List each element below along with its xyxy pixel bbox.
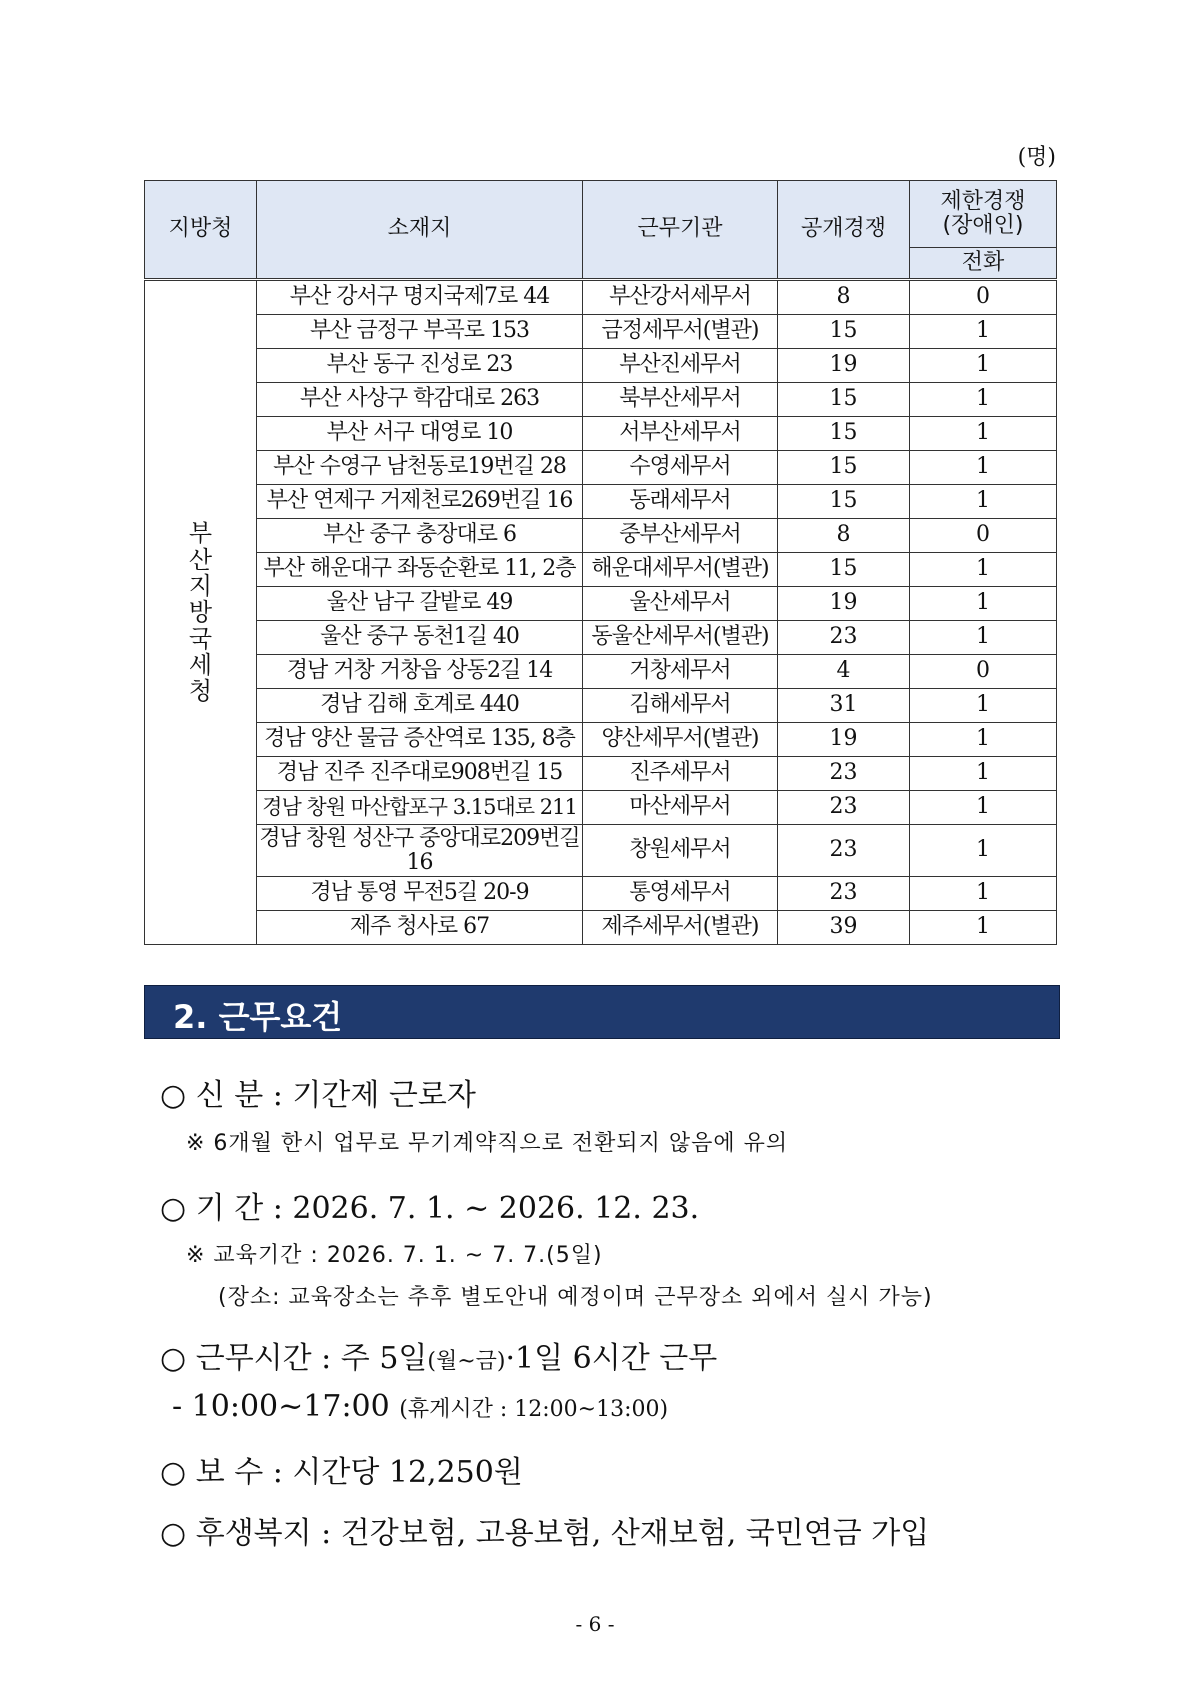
cell-location: 부산 금정구 부곡로 153 bbox=[257, 315, 583, 349]
cell-office: 진주세무서 bbox=[583, 757, 778, 791]
cell-location: 부산 사상구 학감대로 263 bbox=[257, 383, 583, 417]
cell-open: 31 bbox=[778, 689, 910, 723]
hours-line bbox=[160, 1333, 717, 1377]
cell-open: 15 bbox=[778, 383, 910, 417]
region-char: 방 bbox=[188, 598, 213, 627]
cell-location: 제주 청사로 67 bbox=[257, 911, 583, 945]
cell-location: 경남 거창 거창읍 상동2길 14 bbox=[257, 655, 583, 689]
table-row bbox=[145, 485, 1057, 519]
cell-location: 경남 창원 마산합포구 3.15대로 211 bbox=[257, 791, 583, 825]
cell-location: 경남 진주 진주대로908번길 15 bbox=[257, 757, 583, 791]
header-restricted: 제한경쟁 (장애인) bbox=[910, 181, 1057, 248]
cell-office: 수영세무서 bbox=[583, 451, 778, 485]
cell-open: 15 bbox=[778, 553, 910, 587]
cell-restricted: 1 bbox=[910, 315, 1057, 349]
cell-restricted: 1 bbox=[910, 825, 1057, 877]
cell-open: 4 bbox=[778, 655, 910, 689]
cell-restricted: 1 bbox=[910, 689, 1057, 723]
page-number: - 6 - bbox=[575, 1612, 615, 1636]
cell-location: 부산 중구 충장대로 6 bbox=[257, 519, 583, 553]
cell-location: 부산 동구 진성로 23 bbox=[257, 349, 583, 383]
cell-office: 울산세무서 bbox=[583, 587, 778, 621]
cell-restricted: 1 bbox=[910, 723, 1057, 757]
cell-location: 울산 남구 갈밭로 49 bbox=[257, 587, 583, 621]
cell-office: 동울산세무서(별관) bbox=[583, 621, 778, 655]
period-line: ○ 기 간 : 2026. 7. 1. ~ 2026. 12. 23. bbox=[160, 1191, 700, 1226]
table-row bbox=[145, 349, 1057, 383]
cell-open: 19 bbox=[778, 349, 910, 383]
cell-open: 15 bbox=[778, 417, 910, 451]
cell-restricted: 1 bbox=[910, 621, 1057, 655]
table-row bbox=[145, 757, 1057, 791]
cell-office: 동래세무서 bbox=[583, 485, 778, 519]
header-location: 소재지 bbox=[257, 181, 583, 280]
table-row bbox=[145, 689, 1057, 723]
cell-location: 경남 양산 물금 증산역로 135, 8층 bbox=[257, 723, 583, 757]
cell-location: 경남 김해 호계로 440 bbox=[257, 689, 583, 723]
cell-office: 거창세무서 bbox=[583, 655, 778, 689]
cell-open: 19 bbox=[778, 587, 910, 621]
region-char: 부 bbox=[188, 519, 213, 548]
cell-restricted: 1 bbox=[910, 553, 1057, 587]
cell-restricted: 1 bbox=[910, 485, 1057, 519]
table-row bbox=[145, 911, 1057, 945]
section-header bbox=[144, 985, 1060, 1039]
office-table bbox=[144, 180, 1057, 945]
table-row bbox=[145, 417, 1057, 451]
hours-detail-break: (휴게시간 : 12:00~13:00) bbox=[399, 1397, 669, 1422]
cell-open: 23 bbox=[778, 757, 910, 791]
status-note: ※ 6개월 한시 업무로 무기계약직으로 전환되지 않음에 유의 bbox=[186, 1131, 789, 1156]
cell-location: 부산 해운대구 좌동순환로 11, 2층 bbox=[257, 553, 583, 587]
region-char: 국 bbox=[188, 624, 213, 653]
welfare-line: ○ 후생복지 : 건강보험, 고용보험, 산재보험, 국민연금 가입 bbox=[160, 1516, 930, 1551]
cell-office: 통영세무서 bbox=[583, 877, 778, 911]
table-row bbox=[145, 383, 1057, 417]
cell-open: 23 bbox=[778, 825, 910, 877]
cell-office: 금정세무서(별관) bbox=[583, 315, 778, 349]
region-char: 산 bbox=[188, 545, 213, 574]
cell-location: 부산 연제구 거제천로269번길 16 bbox=[257, 485, 583, 519]
section-title: 2. 근무요건 bbox=[173, 998, 343, 1036]
cell-open: 23 bbox=[778, 621, 910, 655]
cell-restricted: 0 bbox=[910, 655, 1057, 689]
cell-restricted: 1 bbox=[910, 911, 1057, 945]
cell-restricted: 0 bbox=[910, 519, 1057, 553]
table-row bbox=[145, 723, 1057, 757]
table-row bbox=[145, 553, 1057, 587]
table-row bbox=[145, 315, 1057, 349]
cell-restricted: 1 bbox=[910, 417, 1057, 451]
region-char: 지 bbox=[188, 571, 213, 600]
header-open: 공개경쟁 bbox=[778, 181, 910, 280]
header-office: 근무기관 bbox=[583, 181, 778, 280]
hours-main: ○ 근무시간 : 주 5일 bbox=[160, 1341, 428, 1376]
cell-restricted: 1 bbox=[910, 383, 1057, 417]
cell-open: 15 bbox=[778, 315, 910, 349]
region-cell bbox=[145, 280, 257, 945]
training-place: (장소: 교육장소는 추후 별도안내 예정이며 근무장소 외에서 실시 가능) bbox=[218, 1285, 933, 1310]
cell-office: 양산세무서(별관) bbox=[583, 723, 778, 757]
pay-line: ○ 보 수 : 시간당 12,250원 bbox=[160, 1455, 523, 1490]
cell-open: 8 bbox=[778, 280, 910, 315]
region-char: 세 bbox=[188, 651, 213, 680]
cell-office: 해운대세무서(별관) bbox=[583, 553, 778, 587]
table-row bbox=[145, 655, 1057, 689]
cell-restricted: 1 bbox=[910, 349, 1057, 383]
cell-office: 제주세무서(별관) bbox=[583, 911, 778, 945]
cell-office: 북부산세무서 bbox=[583, 383, 778, 417]
region-char: 청 bbox=[188, 677, 213, 706]
table-row bbox=[145, 791, 1057, 825]
cell-location: 부산 서구 대영로 10 bbox=[257, 417, 583, 451]
table-row bbox=[145, 825, 1057, 877]
cell-office: 부산진세무서 bbox=[583, 349, 778, 383]
hours-tail: ·1일 6시간 근무 bbox=[505, 1341, 718, 1376]
cell-open: 23 bbox=[778, 791, 910, 825]
cell-office: 중부산세무서 bbox=[583, 519, 778, 553]
cell-open: 15 bbox=[778, 485, 910, 519]
cell-office: 마산세무서 bbox=[583, 791, 778, 825]
header-region: 지방청 bbox=[145, 181, 257, 280]
training-note: ※ 교육기간 : 2026. 7. 1. ~ 7. 7.(5일) bbox=[186, 1243, 603, 1268]
cell-open: 8 bbox=[778, 519, 910, 553]
hours-detail bbox=[172, 1389, 668, 1424]
table-row bbox=[145, 877, 1057, 911]
table-row bbox=[145, 451, 1057, 485]
header-restricted-sub: 전화 bbox=[910, 248, 1057, 280]
cell-open: 23 bbox=[778, 877, 910, 911]
table-row bbox=[145, 519, 1057, 553]
table-row bbox=[145, 587, 1057, 621]
table-row bbox=[145, 621, 1057, 655]
cell-location: 부산 강서구 명지국제7로 44 bbox=[257, 280, 583, 315]
cell-office: 부산강서세무서 bbox=[583, 280, 778, 315]
cell-restricted: 1 bbox=[910, 587, 1057, 621]
status-line: ○ 신 분 : 기간제 근로자 bbox=[160, 1078, 476, 1113]
cell-office: 서부산세무서 bbox=[583, 417, 778, 451]
table-row bbox=[145, 280, 1057, 315]
cell-open: 19 bbox=[778, 723, 910, 757]
cell-office: 창원세무서 bbox=[583, 825, 778, 877]
hours-detail-main: - 10:00~17:00 bbox=[172, 1389, 390, 1424]
cell-restricted: 0 bbox=[910, 280, 1057, 315]
cell-location: 부산 수영구 남천동로19번길 28 bbox=[257, 451, 583, 485]
cell-open: 15 bbox=[778, 451, 910, 485]
cell-location: 경남 통영 무전5길 20-9 bbox=[257, 877, 583, 911]
cell-location: 울산 중구 동천1길 40 bbox=[257, 621, 583, 655]
cell-restricted: 1 bbox=[910, 757, 1057, 791]
cell-open: 39 bbox=[778, 911, 910, 945]
unit-label: (명) bbox=[1017, 145, 1056, 170]
cell-office: 김해세무서 bbox=[583, 689, 778, 723]
cell-restricted: 1 bbox=[910, 877, 1057, 911]
cell-restricted: 1 bbox=[910, 791, 1057, 825]
hours-days: (월~금) bbox=[427, 1349, 506, 1374]
cell-location: 경남 창원 성산구 중앙대로209번길 16 bbox=[257, 825, 583, 877]
cell-restricted: 1 bbox=[910, 451, 1057, 485]
table-body bbox=[145, 280, 1057, 945]
